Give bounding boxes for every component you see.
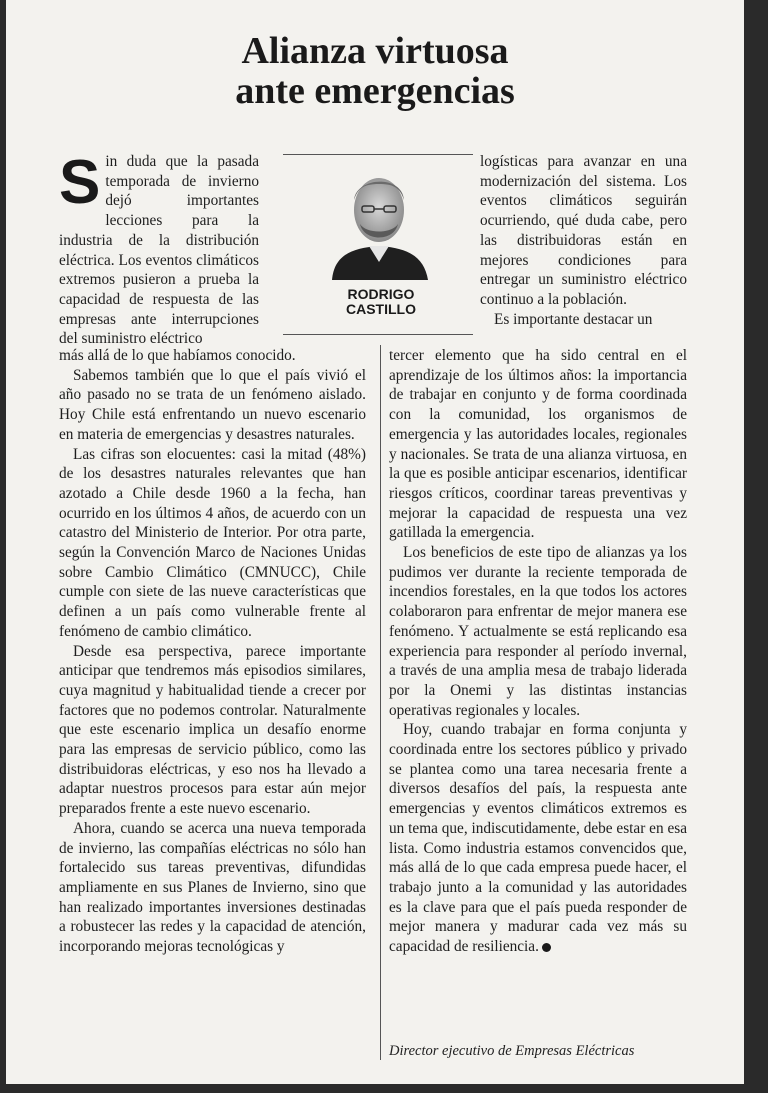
drop-cap: S [59, 148, 101, 217]
article-title [6, 31, 744, 111]
paragraph-2: Sabemos también que lo que el país vivió el año pasado no se trata de un fenómeno aislado. Hoy Chile está enfrentando un nuevo escenario en materia de emergencias y desastres naturales. [59, 366, 366, 443]
paragraph-1: Sin duda que la pasada temporada de invierno dejó importantes lecciones para la industria de la distribución eléctrica. Los eventos climáticos extremos pusieron a prueba la capacidad de respuesta de las empresas ante interrupciones del suministro eléctrico [59, 148, 259, 348]
column-left-top [59, 148, 259, 349]
paragraph-9: Hoy, cuando trabajar en forma conjunta y coordinada entre los sectores público y privado se plantea como una tarea necesaria frente a diversos desafíos del país, la respuesta ante emergencias y eventos climáticos extremos es un tema que, indiscutidamente, debe estar en esa lista. Como industria estamos convencidos que, más allá de lo que cada empresa puede hacer, el trabajo junto a la comunidad y las autoridades es la clave para que el país pueda responder de mejor manera y madurar cada vez más su capacidad de resiliencia. [389, 721, 687, 956]
paragraph-5: Ahora, cuando se acerca una nueva temporada de invierno, las compañías eléctricas no sólo han fortalecido sus tareas preventivas, difundidas ampliamente en sus Planes de Invierno, sino que han realizado importantes inversiones destinadas a robustecer las redes y la capacidad de atención, incorporando mejoras tecnológicas y [59, 819, 366, 956]
title-line-2: ante emergencias [235, 70, 515, 113]
end-mark-icon [542, 943, 551, 952]
column-left [59, 346, 366, 957]
article-page [6, 0, 744, 1084]
author-role: Director ejecutivo de Empresas Eléctricas [389, 1043, 635, 1059]
paragraph-3: Las cifras son elocuentes: casi la mitad (48%) de los desastres naturales relevantes que han azotado a Chile desde 1960 a la fecha, han ocurrido en los últimos 4 años, de acuerdo con un catastro del Ministerio de Interior. Por otra parte, según la Convención Marco de Naciones Unidas sobre Cambio Climático (CMNUCC), Chile cumple con siete de las nueve características que definen a un país como vulnerable frente al fenómeno de cambio climático. [59, 445, 366, 640]
author-rule-top [283, 154, 473, 155]
title-line-1: Alianza virtuosa [241, 30, 509, 73]
author-portrait [324, 162, 434, 280]
paragraph-1-end: más allá de lo que habíamos conocido. [59, 347, 296, 364]
paragraph-7-start: Es importante destacar un [494, 310, 653, 328]
paragraph-7-end: tercer elemento que ha sido central en el aprendizaje de los últimos años: la importancia de trabajar en conjunto y de forma coordinada con la comunidad, los organismos de emergencia y las autoridades locales, regionales y nacionales. Se trata de una alianza virtuosa, en la que es posible anticipar escenarios, identificar riesgos críticos, coordinar tareas preventivas y mejorar la capacidad de respuesta una vez gatillada la emergencia. [389, 347, 687, 542]
column-right [389, 346, 687, 957]
paragraph-4: Desde esa perspectiva, parece importante anticipar que tendremos más episodios similares, cuya magnitud y habitualidad tiende a crecer por factores que no podemos controlar. Naturalmente que este escenario implica un desafío enorme para las empresas de servicio público, como las distribuidoras eléctricas, y eso nos ha llevado a adaptar nuestros procesos para estar aún mejor preparados frente a este nuevo escenario. [59, 642, 366, 818]
paragraph-8: Los beneficios de este tipo de alianzas ya los pudimos ver durante la reciente temporada de incendios forestales, en la que todos los actores colaboraron para enfrentar de mejor manera ese fenómeno. Y actualmente se está replicando esa experiencia para responder al período invernal, a través de una amplia mesa de trabajo liderada por la Onemi y las distintas instancias operativas regionales y locales. [389, 544, 687, 719]
author-rule-bottom [283, 334, 473, 335]
column-right-top [480, 152, 687, 329]
column-divider [380, 345, 381, 1060]
author-name: RODRIGO CASTILLO [346, 286, 416, 317]
paragraph-6: logísticas para avanzar en una modernización del sistema. Los eventos climáticos seguirán ocurriendo, qué duda cabe, pero las distribuidoras están en mejores condiciones para entregar un suministro eléctrico continuo a la población. [480, 153, 687, 308]
